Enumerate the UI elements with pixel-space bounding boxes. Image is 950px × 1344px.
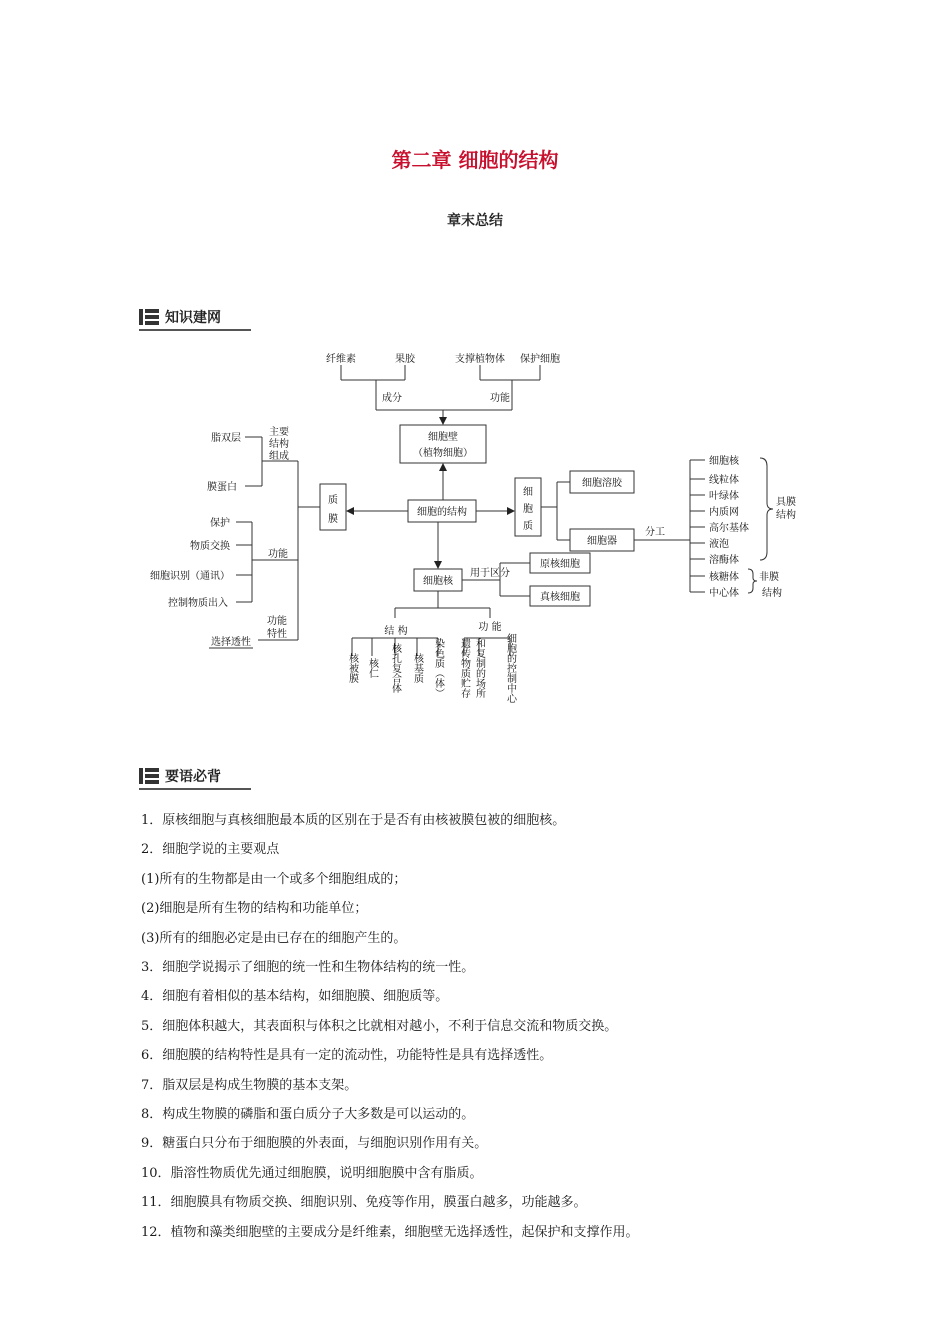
label-function-wall: 功能	[490, 393, 510, 404]
node-cell-structure: 细胞的结构	[417, 507, 467, 518]
node-cytoplasm-1: 细	[523, 487, 533, 498]
label-function-membrane: 功能	[268, 549, 288, 560]
label-main-2: 结构	[269, 439, 289, 450]
label-composition: 成分	[382, 393, 402, 404]
node-eukaryotic: 真核细胞	[540, 592, 580, 603]
key-point: 12．植物和藻类细胞壁的主要成分是纤维素，细胞壁无选择透性，起保护和支撑作用。	[141, 1224, 639, 1240]
node-material-exchange: 物质交换	[190, 541, 230, 552]
key-point: 8．构成生物膜的磷脂和蛋白质分子大多数是可以运动的。	[141, 1107, 475, 1123]
section-header-key-points	[139, 764, 221, 788]
label-non-membrane-2: 结构	[762, 588, 782, 599]
page-title: 第二章 细胞的结构	[391, 148, 559, 172]
key-point: 2．细胞学说的主要观点	[141, 842, 280, 858]
section-title-key-points: 要语必背	[165, 769, 221, 785]
key-point: 5．细胞体积越大，其表面积与体积之比就相对越小，不利于信息交流和物质交换。	[141, 1018, 618, 1034]
node-plasma-membrane-2: 膜	[328, 514, 338, 525]
node-cytosol: 细胞溶胶	[582, 478, 622, 489]
concept-map	[0, 340, 950, 760]
organelle-item: 液泡	[709, 539, 729, 550]
node-control-exchange: 控制物质出入	[168, 598, 228, 609]
organelle-item: 内质网	[709, 507, 739, 518]
section-title-knowledge-net: 知识建网	[165, 310, 221, 326]
key-point: 3．细胞学说揭示了细胞的统一性和生物体结构的统一性。	[141, 960, 475, 976]
key-point: 7．脂双层是构成生物膜的基本支架。	[141, 1077, 358, 1093]
organelle-item: 线粒体	[709, 475, 739, 486]
organelle-item: 高尔基体	[709, 523, 749, 534]
label-function-nucleus: 功 能	[478, 622, 502, 633]
key-point: 4．细胞有着相似的基本结构，如细胞膜、细胞质等。	[141, 989, 449, 1005]
organelle-item: 溶酶体	[709, 555, 739, 566]
node-cell-recognition: 细胞识别（通讯）	[150, 571, 230, 582]
organelle-item: 细胞核	[709, 456, 739, 467]
label-with-membrane-1: 具膜	[776, 497, 796, 508]
key-point: (2)细胞是所有生物的结构和功能单位；	[141, 901, 368, 917]
node-phospholipid-bilayer: 脂双层	[211, 433, 241, 444]
node-cytoplasm-3: 质	[523, 521, 533, 532]
section-rule	[139, 329, 251, 331]
label-non-membrane-1: 非膜	[759, 572, 779, 583]
nucleus-function-replication: 和复制的场所	[473, 638, 485, 698]
key-point: 9．糖蛋白只分布于细胞膜的外表面，与细胞识别作用有关。	[141, 1136, 488, 1152]
page-subtitle: 章末总结	[447, 213, 503, 229]
node-cell-wall: 细胞壁	[428, 432, 458, 443]
label-function-property-2: 特性	[267, 629, 287, 640]
section-bars-icon	[139, 768, 159, 784]
label-with-membrane-2: 结构	[776, 510, 796, 521]
node-pectin: 果胶	[395, 354, 415, 365]
nucleus-part-chromatin: 染色质（体）	[432, 638, 444, 698]
node-prokaryotic: 原核细胞	[540, 559, 580, 570]
label-main-3: 组成	[269, 451, 289, 462]
key-point: (1)所有的生物都是由一个或多个细胞组成的；	[141, 871, 407, 887]
node-cellulose: 纤维素	[326, 354, 356, 365]
section-rule	[139, 788, 251, 790]
section-bars-icon	[139, 309, 159, 325]
key-points-list	[141, 806, 841, 1247]
label-main-1: 主要	[269, 427, 289, 438]
label-division: 分工	[645, 527, 665, 538]
key-point: 1．原核细胞与真核细胞最本质的区别在于是否有由核被膜包被的细胞核。	[141, 813, 566, 828]
node-cytoplasm-2: 胞	[523, 504, 533, 515]
key-point: 6．细胞膜的结构特性是具有一定的流动性，功能特性是具有选择透性。	[141, 1048, 553, 1064]
key-point: 10．脂溶性物质优先通过细胞膜，说明细胞膜中含有脂质。	[141, 1165, 483, 1181]
section-header-knowledge-net	[139, 305, 221, 329]
node-cell-wall-note: （植物细胞）	[413, 448, 473, 459]
organelle-item: 中心体	[709, 588, 739, 599]
node-organelles: 细胞器	[587, 536, 617, 547]
nucleus-function-storage: 遗传物质贮存	[458, 638, 470, 698]
nucleus-part-envelope: 核被膜	[346, 653, 358, 683]
node-support-plant: 支撑植物体	[455, 354, 505, 365]
organelle-item: 叶绿体	[709, 491, 739, 502]
label-structure: 结 构	[384, 626, 408, 637]
nucleus-part-matrix: 核基质	[411, 653, 423, 683]
nucleus-function-control: 细胞的控制中心	[504, 633, 516, 703]
key-point: 11．细胞膜具有物质交换、细胞识别、免疫等作用，膜蛋白越多，功能越多。	[141, 1195, 587, 1211]
node-nucleus: 细胞核	[423, 576, 453, 587]
label-used-to-distinguish: 用于区分	[470, 568, 510, 579]
node-plasma-membrane-1: 质	[328, 495, 338, 506]
label-function-property-1: 功能	[267, 616, 287, 627]
nucleus-part-nucleolus: 核仁	[366, 658, 378, 678]
key-point: (3)所有的细胞必定是由已存在的细胞产生的。	[141, 930, 407, 946]
node-selective-permeability: 选择透性	[211, 637, 251, 648]
node-membrane-protein: 膜蛋白	[207, 482, 237, 493]
nucleus-part-pore: 核孔复合体	[389, 643, 401, 693]
node-protection: 保护	[210, 518, 230, 529]
organelle-item: 核糖体	[709, 572, 739, 583]
node-protect-cell: 保护细胞	[520, 354, 560, 365]
